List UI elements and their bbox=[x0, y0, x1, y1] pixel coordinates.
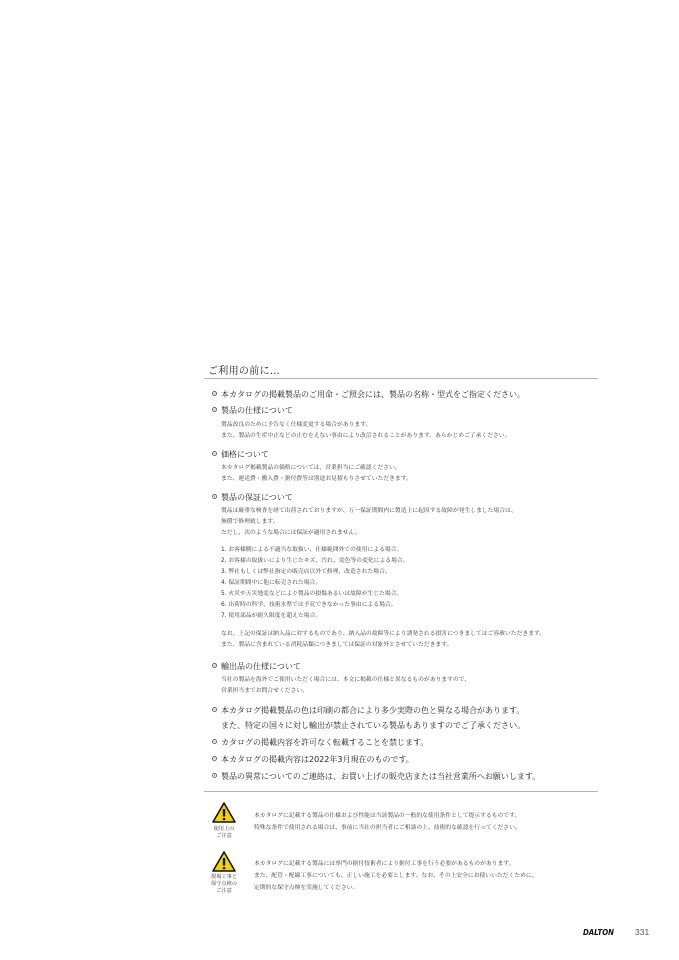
notice-text: また、配管・配線工事についても、正しい施工を必要とします。なお、その上安全にお使いいただくために、 bbox=[254, 873, 538, 879]
item-text: 本カタログ掲載製品の価格については、営業担当にご確認ください。 bbox=[221, 465, 401, 471]
item-text: また、製品の生産中止などの止むをえない事由により改訂されることがあります。あらかじめご了承ください。 bbox=[221, 433, 511, 439]
item-text: また、製品に含まれている消耗品類につきましては保証の対象外とさせていただきます。 bbox=[221, 642, 453, 648]
item-text: 7. 使用部品が耐久限度を超えた場合。 bbox=[221, 613, 322, 619]
item-text: 3. 弊社もしくは弊社指定の販売店以外で修理、改造された場合。 bbox=[221, 569, 391, 575]
item-text: 4. 保証期間中に他に転売された場合。 bbox=[221, 580, 322, 586]
bullet-icon bbox=[212, 773, 217, 778]
warning-label: ご注意 bbox=[216, 833, 232, 839]
warning-label: 使用上の bbox=[213, 826, 235, 832]
item-heading: 本カタログ掲載製品の色は印刷の都合により多少実際の色と異なる場合があります。 bbox=[221, 706, 525, 715]
svg-text:DALTON: DALTON bbox=[583, 928, 615, 937]
bullet-icon bbox=[212, 407, 217, 412]
bottom-divider bbox=[204, 791, 598, 792]
item-heading: 輸出品の仕様について bbox=[221, 662, 301, 671]
item-text: 5. 火災や天災地変などにより製品の損傷あるいは故障が生じた場合。 bbox=[221, 591, 403, 597]
item-text: 6. 出荷時の科学、技術水準では予見できなかった事由による場合。 bbox=[221, 602, 397, 608]
item-heading: 製品の保証について bbox=[221, 493, 293, 502]
notice-text: 本カタログに記載する製品の仕様および性能は当該製品の一般的な使用条件として提示するものです。 bbox=[254, 813, 521, 819]
item-text: 営業担当までお問合せください。 bbox=[221, 688, 308, 694]
item-text: 1. お客様側による不適当な取扱い、仕様範囲外での使用による場合。 bbox=[221, 547, 403, 553]
page-number: 331 bbox=[635, 927, 650, 937]
item-text: 2. お客様の取扱いにより生じたキズ、汚れ、変色等の変化による場合。 bbox=[221, 558, 409, 564]
item-heading-continued: また、特定の国々に対し輸出が禁止されている製品もありますのでご了承ください。 bbox=[221, 721, 525, 730]
bullet-icon bbox=[212, 391, 217, 396]
item-heading: 本カタログの掲載内容は2022年3月現在のものです。 bbox=[221, 755, 414, 764]
warning-label: 保守点検の bbox=[211, 881, 237, 887]
item-text: 製品は厳重な検査を経て出荷されておりますが、万一保証期間内に製造上に起因する故障が発生しました場合は、 bbox=[221, 508, 517, 514]
top-divider bbox=[204, 378, 598, 379]
warning-label: ご注意 bbox=[216, 888, 232, 894]
item-heading: 製品の仕様について bbox=[221, 406, 293, 415]
warning-icon bbox=[212, 851, 236, 872]
bullet-icon bbox=[212, 451, 217, 456]
item-heading: カタログの掲載内容を許可なく転載することを禁じます。 bbox=[221, 738, 429, 747]
warning-label: 現場工事と bbox=[211, 874, 237, 880]
bullet-icon bbox=[212, 739, 217, 744]
bullet-icon bbox=[212, 663, 217, 668]
item-text: 当社の製品を海外でご使用いただく場合には、本文に掲載の仕様と異なるものがありますので、 bbox=[221, 677, 471, 683]
item-text: ただし、次のような場合には保証が適用されません。 bbox=[221, 530, 361, 536]
bullet-icon bbox=[212, 756, 217, 761]
notice-text: 特殊な条件で使用される場合は、事前に当社の担当者にご相談の上、技術的な確認を行ってください。 bbox=[254, 825, 521, 831]
bullet-icon bbox=[212, 707, 217, 712]
item-text: なお、上記の保証は納入品に対するものであり、納入品の故障等により誘発される損害につきましてはご容赦いただきます。 bbox=[221, 631, 546, 637]
item-text: 無償で修理致します。 bbox=[221, 519, 279, 525]
item-text: また、運送費・搬入費・据付費等は別途お見積もりさせていただきます。 bbox=[221, 476, 412, 482]
item-heading: 本カタログの掲載製品のご用命・ご照会には、製品の名称・型式をご指定ください。 bbox=[221, 390, 525, 399]
item-text: 製品改良のために予告なく仕様変更する場合があります。 bbox=[221, 422, 372, 428]
dalton-logo bbox=[583, 926, 615, 937]
warning-icon bbox=[212, 802, 236, 823]
notice-text: 本カタログに記載する製品には専門の据付技術者により据付工事を行う必要があるものがあります。 bbox=[254, 861, 515, 867]
item-heading: 価格について bbox=[221, 450, 269, 459]
section-title: ご利用の前に… bbox=[208, 366, 281, 377]
bullet-icon bbox=[212, 494, 217, 499]
notice-text: 定期的な保守点検を実施してください。 bbox=[254, 885, 359, 891]
item-heading: 製品の異常についてのご連絡は、お買い上げの販売店または当社営業所へお願いします。 bbox=[221, 772, 541, 781]
